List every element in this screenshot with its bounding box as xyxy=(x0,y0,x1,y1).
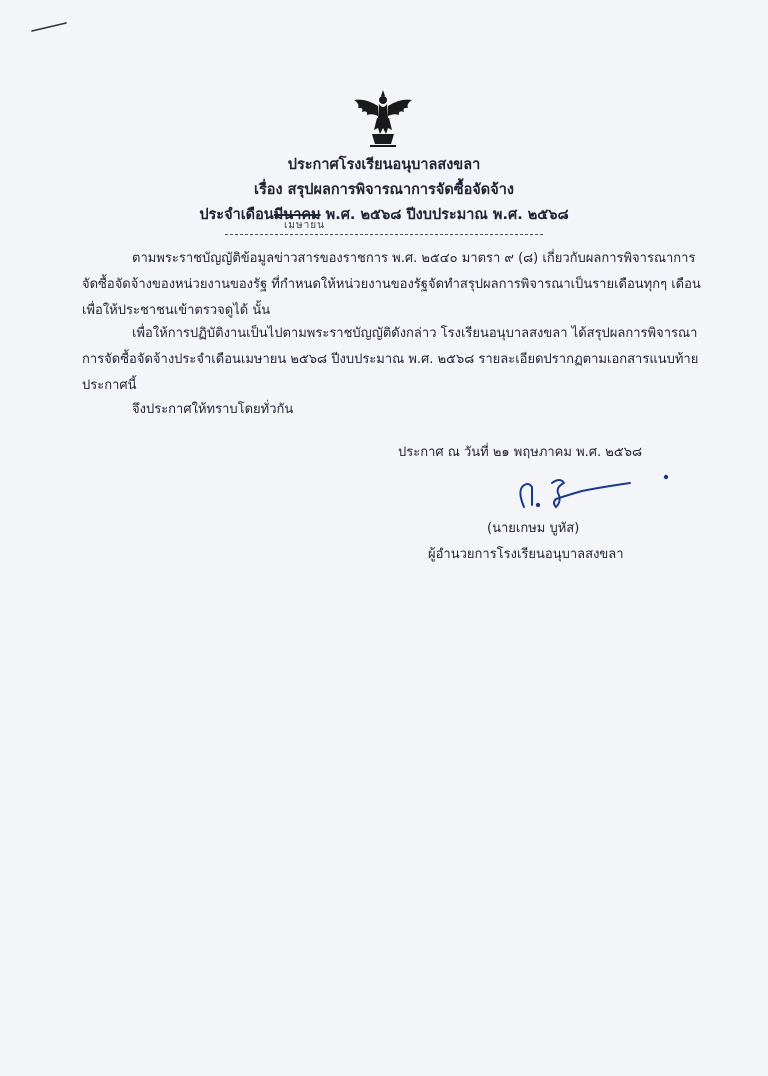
dashed-divider xyxy=(225,234,543,235)
pen-stroke-mark xyxy=(30,20,70,34)
period-prefix: ประจำเดือน xyxy=(199,207,274,223)
paragraph-legal-basis: ตามพระราชบัญญัติข้อมูลข่าวสารของราชการ พ.ศ. ๒๕๔๐ มาตรา ๙ (๘) เกี่ยวกับผลการพิจารณาการจัดซื้อจัดจ้างของหน่วยงานของรัฐ ที่กำหนดให้หน่วยงานของรัฐจัดทำสรุปผลการพิจารณาเป็นรายเดือนทุกๆ เดือน เพื่อให้ประชาชนเข้าตรวจดูได้ นั้น xyxy=(82,251,701,318)
struck-month: มีนาคม xyxy=(273,207,321,223)
handwritten-month-correction: เมษายน xyxy=(284,220,325,231)
paragraph-closing: จึงประกาศให้ทราบโดยทั่วกัน xyxy=(132,402,294,417)
announcement-subject: เรื่อง สรุปผลการพิจารณาการจัดซื้อจัดจ้าง xyxy=(254,182,514,198)
garuda-emblem-icon xyxy=(350,88,416,148)
announcement-date: ประกาศ ณ วันที่ ๒๑ พฤษภาคม พ.ศ. ๒๕๖๘ xyxy=(398,445,642,460)
signer-title: ผู้อำนวยการโรงเรียนอนุบาลสงขลา xyxy=(428,547,624,562)
signer-name: (นายเกษม บูหัส) xyxy=(487,521,580,536)
announcement-period xyxy=(0,203,768,226)
period-suffix: พ.ศ. ๒๕๖๘ ปีงบประมาณ พ.ศ. ๒๕๖๘ xyxy=(320,207,569,223)
paragraph-summary: เพื่อให้การปฏิบัติงานเป็นไปตามพระราชบัญญัติดังกล่าว โรงเรียนอนุบาลสงขลา ได้สรุปผลการพิจารณาการจัดซื้อจัดจ้างประจำเดือนเมษายน ๒๕๖๘ ปีงบประมาณ พ.ศ. ๒๕๖๘ รายละเอียดปรากฏตามเอกสารแนบท้ายประกาศนี้ xyxy=(82,326,699,393)
announcement-title: ประกาศโรงเรียนอนุบาลสงขลา xyxy=(287,157,481,173)
handwritten-signature xyxy=(512,473,672,513)
